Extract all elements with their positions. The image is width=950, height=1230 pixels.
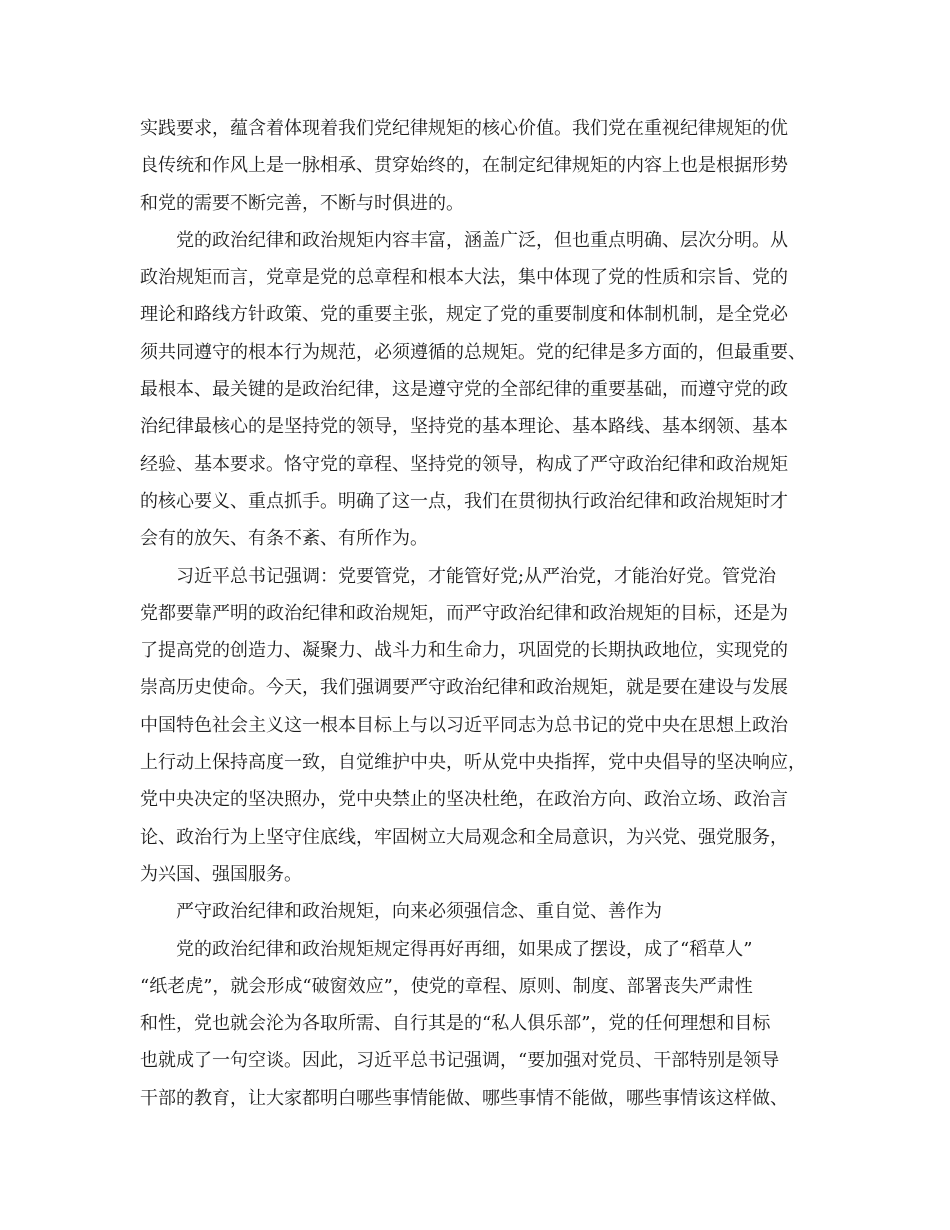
text-line: “纸老虎”，就会形成“破窗效应”，使党的章程、原则、制度、部署丧失严肃性 [140, 975, 753, 997]
text-line: 论、政治行为上坚守住底线，牢固树立大局观念和全局意识，为兴党、强党服务， [140, 826, 788, 848]
text-line: 也就成了一句空谈。因此，习近平总书记强调，“要加强对党员、干部特别是领导 [140, 1050, 780, 1072]
text-line: 和党的需要不断完善，不断与时俱进的。 [140, 192, 464, 214]
text-line: 会有的放矢、有条不紊、有所作为。 [140, 528, 428, 550]
text-line: 的核心要义、重点抓手。明确了这一点，我们在贯彻执行政治纪律和政治规矩时才 [140, 490, 788, 512]
text-line: 中国特色社会主义这一根本目标上与以习近平同志为总书记的党中央在思想上政治 [140, 714, 788, 736]
text-line: 经验、基本要求。恪守党的章程、坚持党的领导，构成了严守政治纪律和政治规矩 [140, 453, 788, 475]
text-line: 须共同遵守的根本行为规范，必须遵循的总规矩。党的纪律是多方面的，但最重要、 [140, 341, 806, 363]
text-line: 党都要靠严明的政治纪律和政治规矩，而严守政治纪律和政治规矩的目标，还是为 [140, 602, 788, 624]
text-line: 为兴国、强国服务。 [140, 863, 302, 885]
text-line: 党的政治纪律和政治规矩规定得再好再细，如果成了摆设，成了“稻草人” [176, 938, 753, 960]
text-line: 崇高历史使命。今天，我们强调要严守政治纪律和政治规矩，就是要在建设与发展 [140, 677, 788, 699]
text-line: 习近平总书记强调：党要管党，才能管好党;从严治党，才能治好党。管党治 [176, 565, 777, 587]
text-line: 和性，党也就会沦为各取所需、自行其是的“私人俱乐部”，党的任何理想和目标 [140, 1013, 771, 1035]
text-line: 党中央决定的坚决照办，党中央禁止的坚决杜绝，在政治方向、政治立场、政治言 [140, 789, 788, 811]
text-line: 实践要求，蕴含着体现着我们党纪律规矩的核心价值。我们党在重视纪律规矩的优 [140, 118, 788, 139]
text-line: 严守政治纪律和政治规矩，向来必须强信念、重自觉、善作为 [176, 901, 662, 923]
text-line: 良传统和作风上是一脉相承、贯穿始终的，在制定纪律规矩的内容上也是根据形势 [140, 155, 788, 177]
text-line: 上行动上保持高度一致，自觉维护中央，听从党中央指挥，党中央倡导的坚决响应， [140, 752, 806, 774]
text-line: 治纪律最核心的是坚持党的领导，坚持党的基本理论、基本路线、基本纲领、基本 [140, 416, 788, 438]
document-body-text [140, 110, 820, 1117]
text-line: 了提高党的创造力、凝聚力、战斗力和生命力，巩固党的长期执政地位，实现党的 [140, 640, 788, 662]
text-line: 理论和路线方针政策、党的重要主张，规定了党的重要制度和体制机制，是全党必 [140, 304, 788, 326]
text-line: 干部的教育，让大家都明白哪些事情能做、哪些事情不能做，哪些事情该这样做、 [140, 1087, 788, 1109]
text-line: 最根本、最关键的是政治纪律，这是遵守党的全部纪律的重要基础，而遵守党的政 [140, 379, 788, 401]
text-line: 党的政治纪律和政治规矩内容丰富，涵盖广泛，但也重点明确、层次分明。从 [176, 229, 788, 251]
text-line: 政治规矩而言，党章是党的总章程和根本大法，集中体现了党的性质和宗旨、党的 [140, 267, 788, 289]
